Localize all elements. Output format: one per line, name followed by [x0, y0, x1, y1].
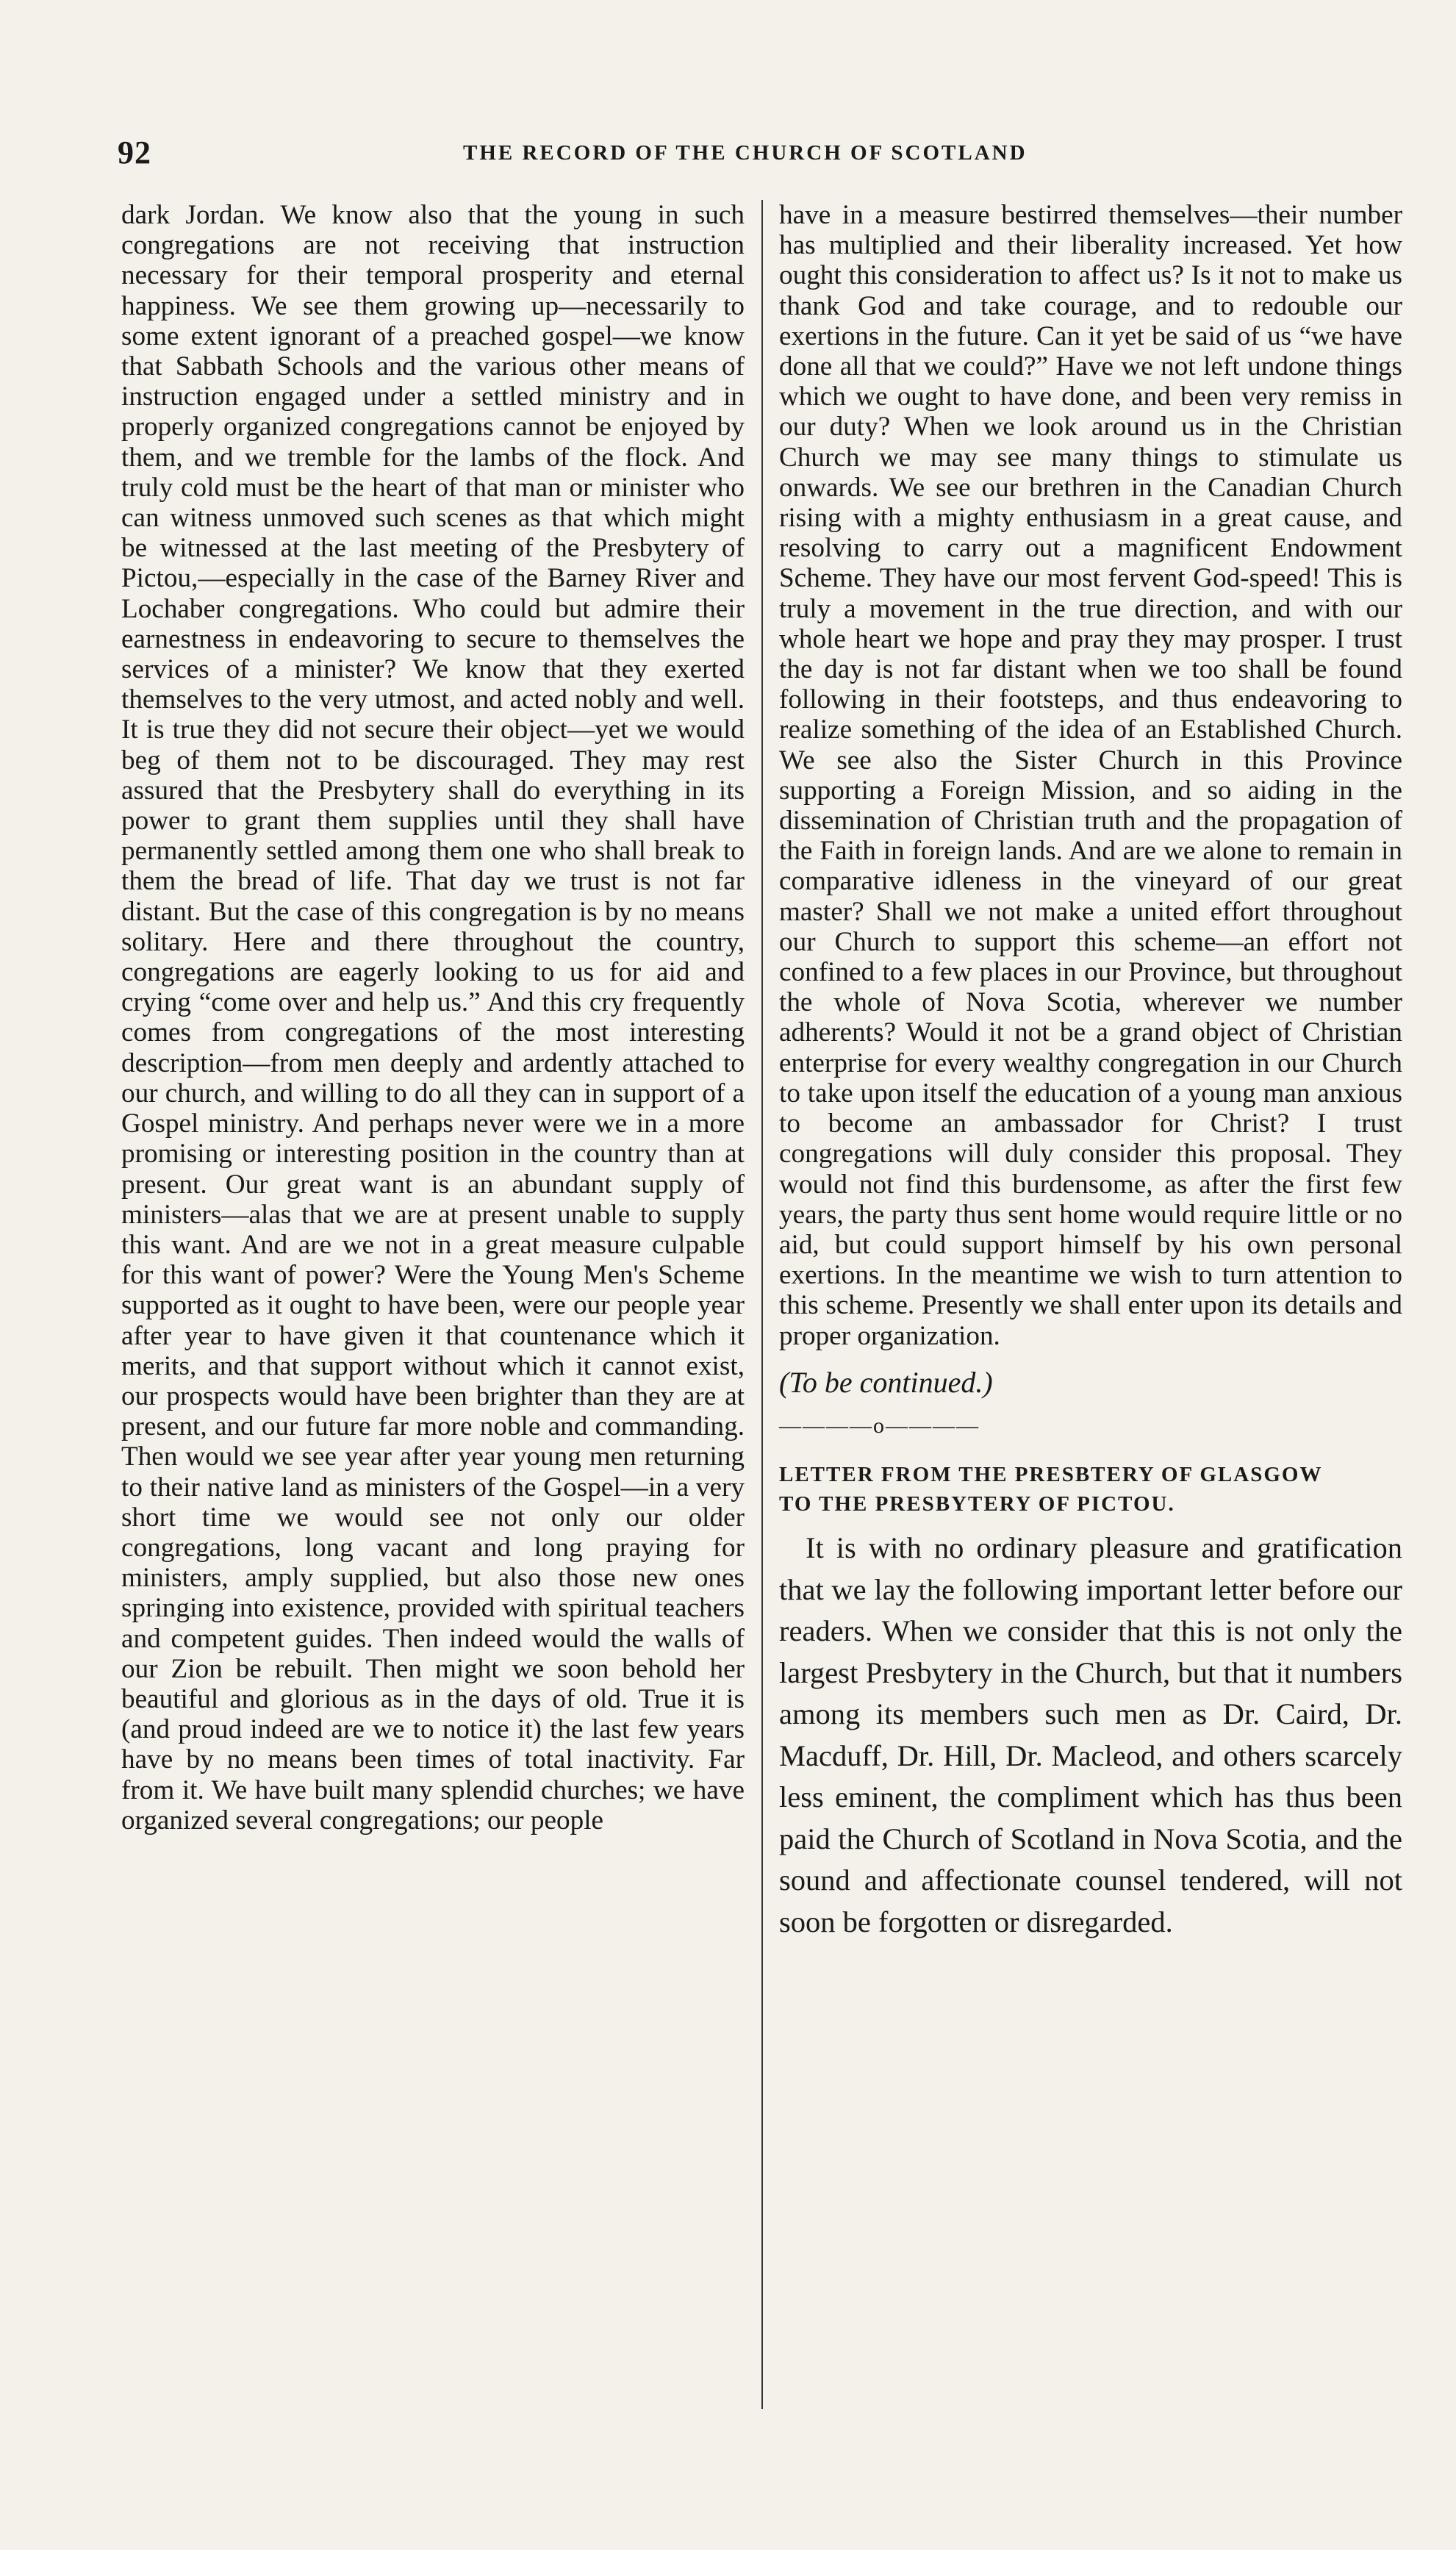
letter-heading-line1: LETTER FROM THE PRESBTERY OF GLASGOW [779, 1463, 1323, 1487]
left-column-text: dark Jordan. We know also that the young in such congregations are not receiving that instruction necessary for their temporal prosperity and eternal happiness. We see them growing up—necessarily to some extent ignorant of a preached gospel—we know that Sabbath Schools and the various other means of instruction engaged under a settled ministry and in properly organized congregations cannot be enjoyed by them, and we tremble for the lambs of the flock. And truly cold must be the heart of that man or minister who can witness unmoved such scenes as that which might be witnessed at the last meeting of the Presbytery of Pictou,—especially in the case of the Barney River and Lochaber congregations. Who could but admire their earnestness in endeavoring to secure to themselves the services of a minister? We know that they exerted themselves to the very utmost, and acted nobly and well. It is true they did not secure their object—yet we would beg of them not to be discouraged. They may rest assured that the Presbytery shall do everything in its power to grant them supplies until they shall have permanently settled among them one who shall break to them the bread of life. That day we trust is not far distant. But the case of this congregation is by no means solitary. Here and there throughout the country, congregations are eagerly looking to us for aid and crying “come over and help us.” And this cry frequently comes from congregations of the most interesting description—from men deeply and ardently attached to our church, and willing to do all they can in support of a Gospel ministry. And perhaps never were we in a more promising or interesting position in the country than at present. Our great want is an abundant supply of ministers—alas that we are at present unable to supply this want. And are we not in a great measure culpable for this want of power? Were the Young Men's Scheme supported as it ought to have been, were our people year after year to have given it that countenance which it merits, and that support without which it cannot exist, our prospects would have been brighter than they are at present, and our future far more noble and commanding. Then would we see year after year young men returning to their native land as ministers of the Gospel—in a very short time we would see not only our older congregations, long vacant and long praying for ministers, amply supplied, but also those new ones springing into existence, provided with spiritual teachers and competent guides. Then indeed would the walls of our Zion be rebuilt. Then might we soon behold her beautiful and glorious as in the days of old. True it is (and proud indeed are we to notice it) the last few years have by no means been times of total inactivity. Far from it. We have built many splendid churches; we have organized several congregations; our people [121, 200, 745, 1836]
page-number: 92 [118, 135, 151, 171]
right-column-text: have in a measure bestirred themselves—their number has multiplied and their liberality increased. Yet how ought this consideration to affect us? Is it not to make us thank God and take courage, and to redouble our exertions in the future. Can it yet be said of us “we have done all that we could?” Have we not left undone things which we ought to have done, and been very remiss in our duty? When we look around us in the Christian Church we may see many things to stimulate us onwards. We see our brethren in the Canadian Church rising with a mighty enthusiasm in a great cause, and resolving to carry out a magnificent Endowment Scheme. They have our most fervent God-speed! This is truly a movement in the true direction, and with our whole heart we hope and pray they may prosper. I trust the day is not far distant when we too shall be found following in their footsteps, and thus endeavoring to realize something of the idea of an Established Church. We see also the Sister Church in this Province supporting a Foreign Mission, and so aiding in the dissemination of Christian truth and the propagation of the Faith in foreign lands. And are we alone to remain in comparative idleness in the vineyard of our great master? Shall we not make a united effort throughout our Church to support this scheme—an effort not confined to a few places in our Province, but throughout the whole of Nova Scotia, wherever we number adherents? Would it not be a grand object of Christian enterprise for every wealthy congregation in our Church to take upon itself the education of a young man anxious to become an ambassador for Christ? I trust congregations will duly consider this proposal. They would not find this burdensome, as after the first few years, the party thus sent home would require little or no aid, but could support himself by his own personal exertions. In the meantime we wish to turn attention to this scheme. Presently we shall enter upon its details and proper organization. [779, 200, 1402, 1351]
running-title: THE RECORD OF THE CHURCH OF SCOTLAND [463, 141, 1028, 165]
left-column [121, 200, 745, 1836]
letter-heading-line2: TO THE PRESBYTERY OF PICTOU. [779, 1492, 1175, 1516]
to-be-continued: (To be continued.) [779, 1365, 993, 1399]
section-divider: ————o———— [779, 1413, 980, 1438]
column-divider [761, 200, 763, 2409]
letter-intro-text: It is with no ordinary pleasure and gratification that we lay the following important letter before our readers. When we consider that this is not only the largest Presbytery in the Church, but that it numbers among its members such men as Dr. Caird, Dr. Macduff, Dr. Hill, Dr. Macleod, and others scarcely less eminent, the compliment which has thus been paid the Church of Scotland in Nova Scotia, and the sound and affectionate counsel tendered, will not soon be forgotten or disregarded. [779, 1531, 1402, 1938]
letter-heading [779, 1460, 1402, 1519]
right-column [779, 200, 1402, 1943]
page-header [118, 134, 1389, 178]
